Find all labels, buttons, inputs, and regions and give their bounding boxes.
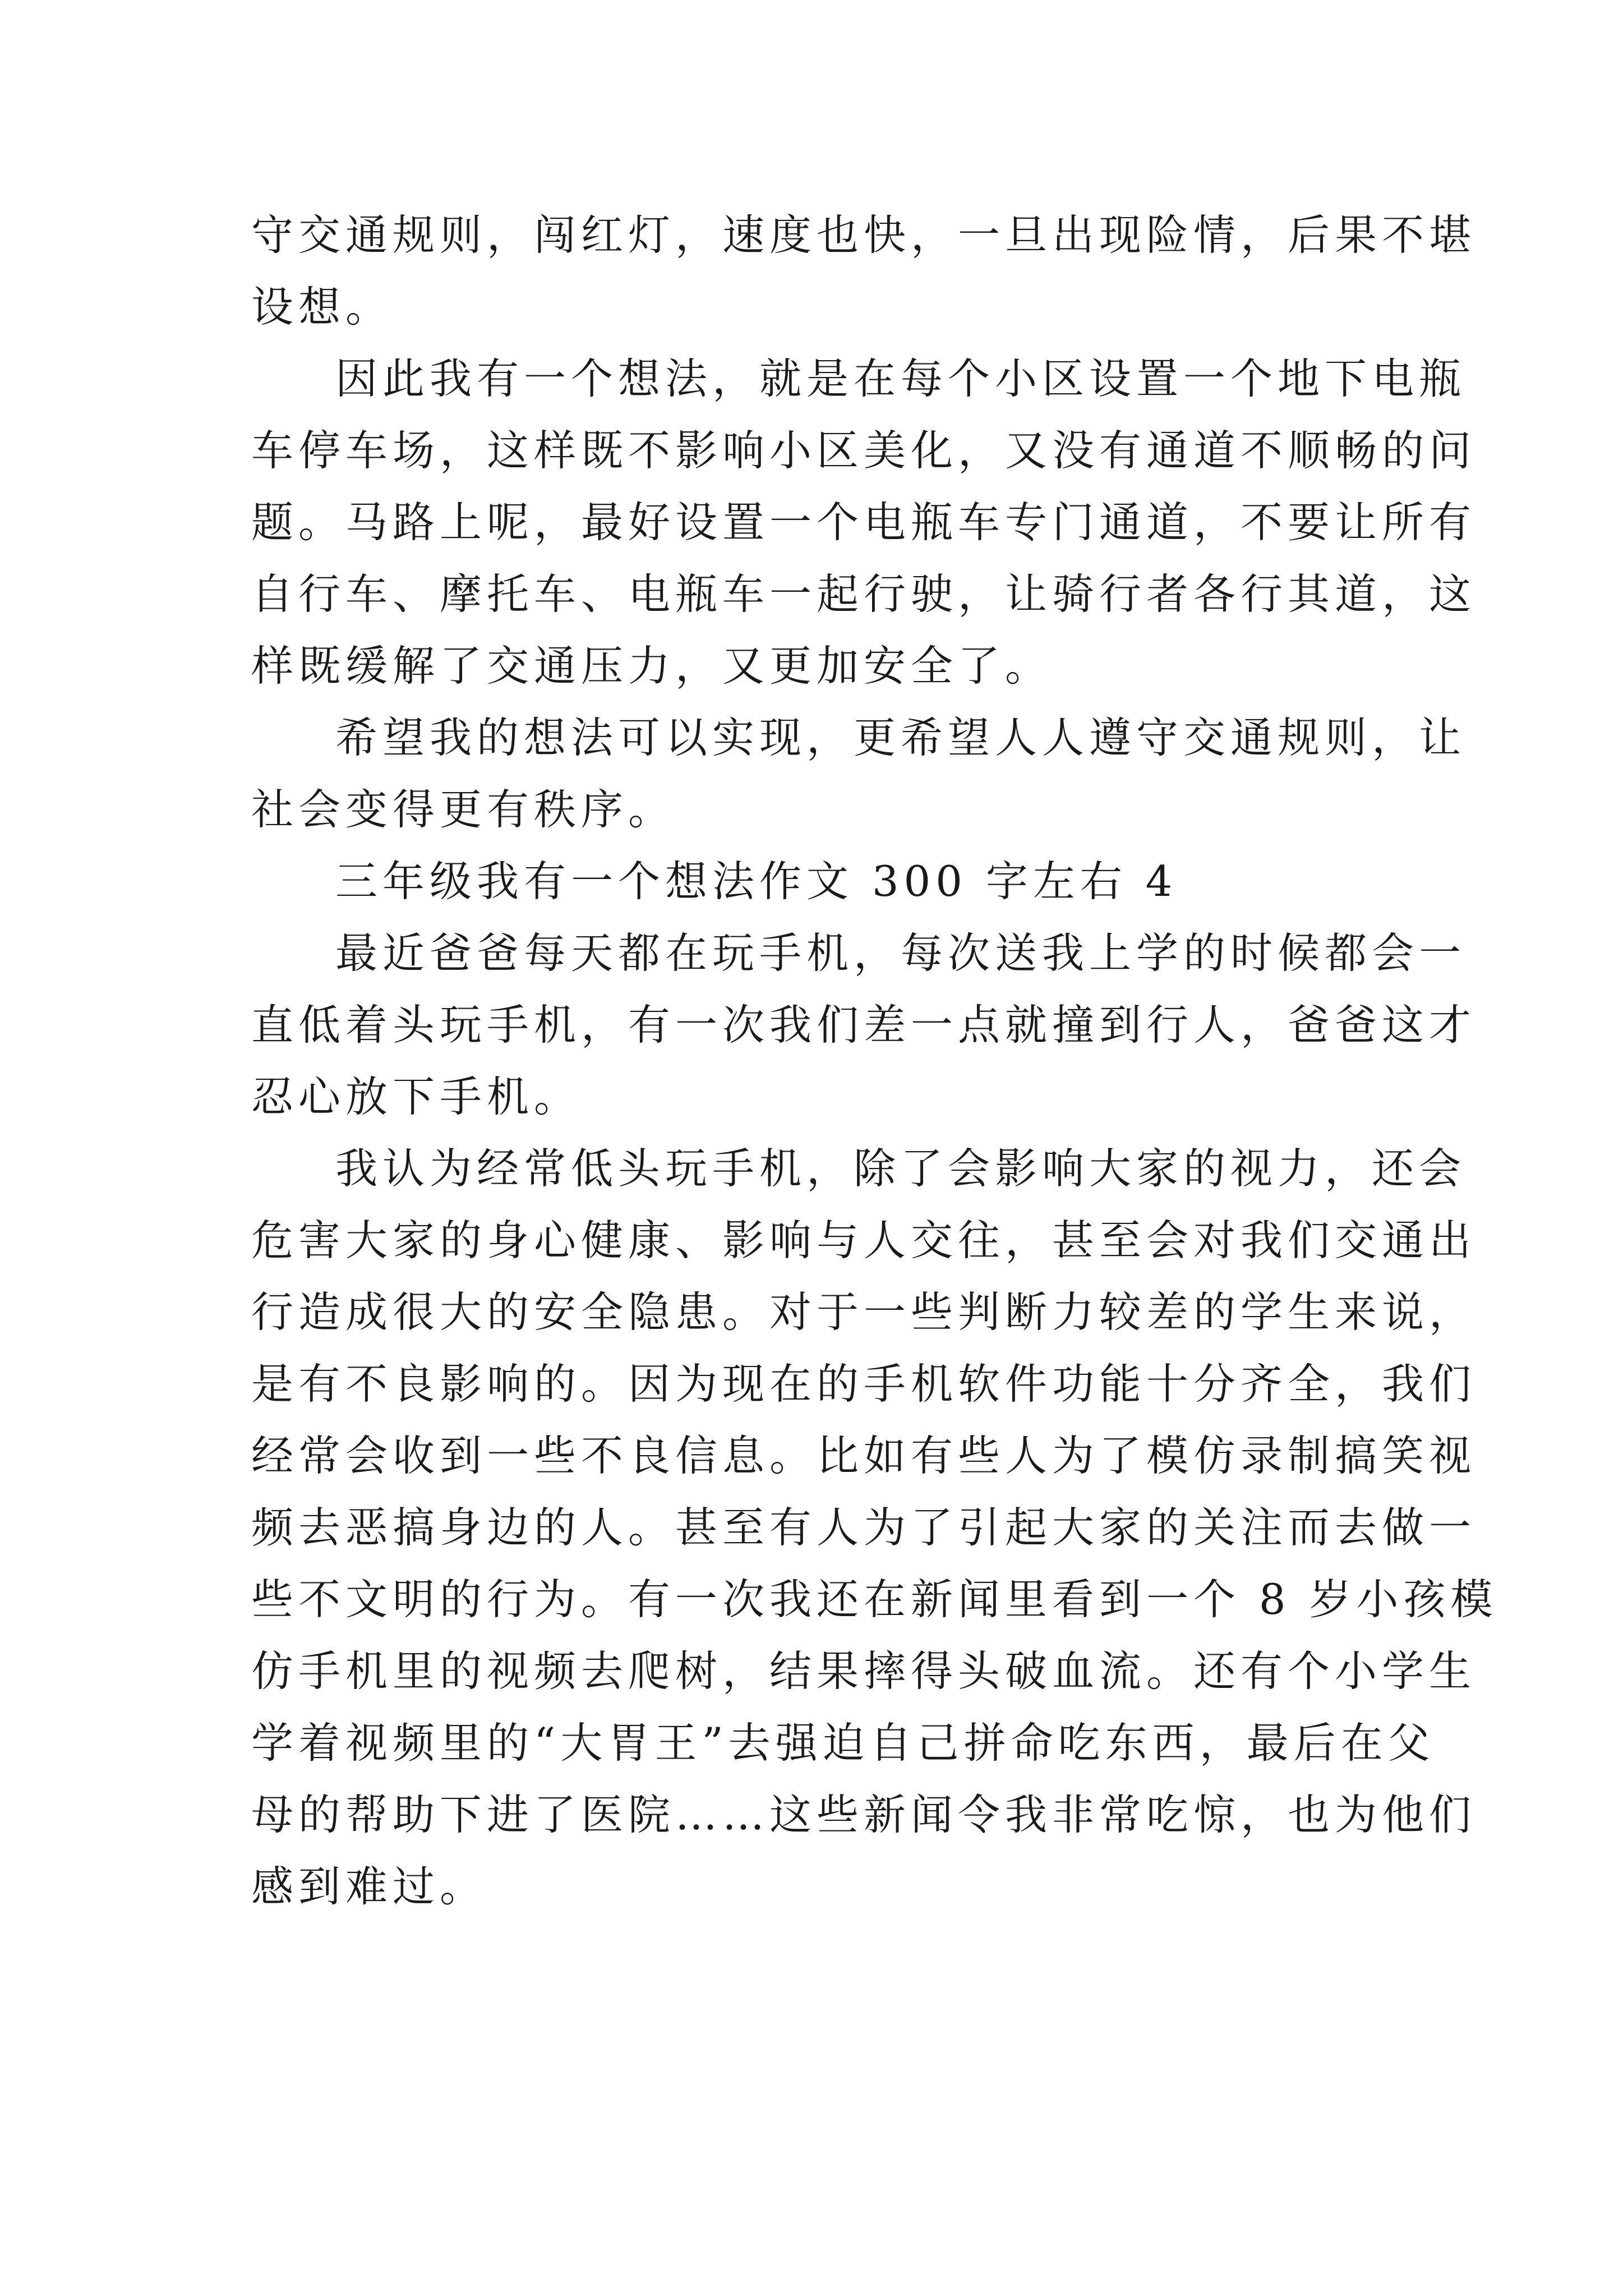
text-line: 题。马路上呢，最好设置一个电瓶车专门通道，不要让所有 bbox=[251, 498, 1477, 547]
text-line: 因此我有一个想法，就是在每个小区设置一个地下电瓶 bbox=[335, 354, 1467, 403]
text-line: 学着视频里的“大胃王”去强迫自己拼命吃东西，最后在父 bbox=[251, 1718, 1435, 1768]
text-line: 母的帮助下进了医院……这些新闻令我非常吃惊，也为他们 bbox=[251, 1790, 1477, 1839]
text-line: 车停车场，这样既不影响小区美化，又没有通道不顺畅的问 bbox=[251, 426, 1477, 475]
text-line: 自行车、摩托车、电瓶车一起行驶，让骑行者各行其道，这 bbox=[251, 569, 1477, 619]
text-line: 社会变得更有秩序。 bbox=[251, 785, 676, 834]
text-line: 最近爸爸每天都在玩手机，每次送我上学的时候都会一 bbox=[335, 928, 1467, 978]
text-line: 是有不良影响的。因为现在的手机软件功能十分齐全，我们 bbox=[251, 1359, 1477, 1409]
text-line: 仿手机里的视频去爬树，结果摔得头破血流。还有个小学生 bbox=[251, 1646, 1477, 1696]
text-line: 样既缓解了交通压力，又更加安全了。 bbox=[251, 641, 1053, 691]
document-body bbox=[251, 199, 1498, 1922]
section-heading: 三年级我有一个想法作文 300 字左右 4 bbox=[335, 857, 1178, 906]
text-line: 忍心放下手机。 bbox=[251, 1072, 582, 1121]
text-line: 我认为经常低头玩手机，除了会影响大家的视力，还会 bbox=[335, 1144, 1467, 1193]
text-line: 守交通规则，闯红灯，速度也快，一旦出现险情，后果不堪 bbox=[251, 210, 1477, 260]
text-line: 直低着头玩手机，有一次我们差一点就撞到行人，爸爸这才 bbox=[251, 1000, 1477, 1050]
text-line: 行造成很大的安全隐患。对于一些判断力较差的学生来说， bbox=[251, 1287, 1477, 1337]
text-line: 危害大家的身心健康、影响与人交往，甚至会对我们交通出 bbox=[251, 1216, 1477, 1265]
text-line: 希望我的想法可以实现，更希望人人遵守交通规则，让 bbox=[335, 713, 1467, 762]
text-line: 频去恶搞身边的人。甚至有人为了引起大家的关注而去做一 bbox=[251, 1503, 1477, 1552]
text-line: 经常会收到一些不良信息。比如有些人为了模仿录制搞笑视 bbox=[251, 1431, 1477, 1480]
text-line: 些不文明的行为。有一次我还在新闻里看到一个 8 岁小孩模 bbox=[251, 1575, 1498, 1624]
text-line: 感到难过。 bbox=[251, 1862, 487, 1911]
text-line: 设想。 bbox=[251, 282, 393, 332]
